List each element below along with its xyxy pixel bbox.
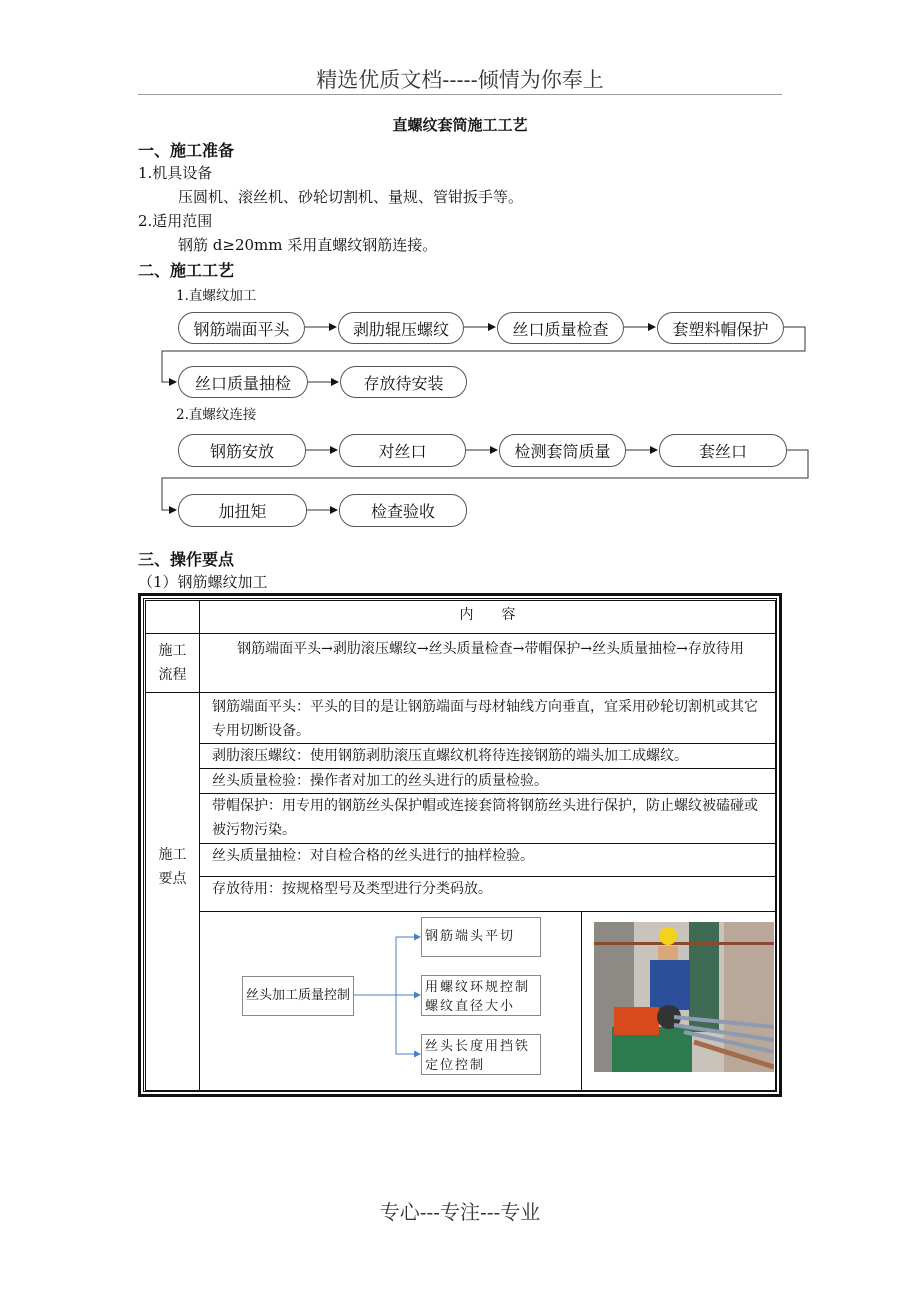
section-3-sub: （1）钢筋螺纹加工 <box>138 573 268 591</box>
point-1: 钢筋端面平头：平头的目的是让钢筋端面与母材轴线方向垂直，宜采用砂轮切割机或其它专用切断设备。 <box>199 692 776 744</box>
section-3-heading: 三、操作要点 <box>138 550 235 569</box>
flow2-step-1: 钢筋安放 <box>178 434 306 467</box>
item-2-text: 钢筋 d≥20mm 采用直螺纹钢筋连接。 <box>178 236 438 254</box>
row-points-label: 施工要点 <box>145 692 200 1091</box>
point-2: 剥肋滚压螺纹：使用钢筋剥肋滚压直螺纹机将待连接钢筋的端头加工成螺纹。 <box>199 743 776 769</box>
section-2-heading: 二、施工工艺 <box>138 261 235 280</box>
item-1: 1.机具设备 <box>138 164 213 182</box>
row-flow-label: 施工流程 <box>145 633 200 693</box>
page-footer: 专心---专注---专业 <box>379 1200 541 1224</box>
flow1-step-4: 套塑料帽保护 <box>657 312 784 344</box>
flow2-step-4: 套丝口 <box>659 434 787 467</box>
point-3: 丝头质量检验：操作者对加工的丝头进行的质量检验。 <box>199 768 776 794</box>
item-1-text: 压圆机、滚丝机、砂轮切割机、量规、管钳扳手等。 <box>178 188 524 206</box>
point-6: 存放待用：按规格型号及类型进行分类码放。 <box>199 876 776 912</box>
flow1-step-6: 存放待安装 <box>340 366 467 398</box>
flow2-step-3: 检测套筒质量 <box>499 434 626 467</box>
diagram-child-1: 钢筋端头平切 <box>421 917 541 957</box>
diagram-child-2: 用螺纹环规控制螺纹直径大小 <box>421 975 541 1016</box>
section-1-heading: 一、施工准备 <box>138 141 235 160</box>
diagram-child-3: 丝头长度用挡铁定位控制 <box>421 1034 541 1075</box>
header-content-cell: 内 容 <box>199 600 776 634</box>
diagram-root: 丝头加工质量控制 <box>242 976 354 1016</box>
flow2-step-2: 对丝口 <box>339 434 466 467</box>
flow-2-label: 2.直螺纹连接 <box>176 407 257 423</box>
point-4: 带帽保护：用专用的钢筋丝头保护帽或连接套筒将钢筋丝头进行保护，防止螺纹被磕碰或被污物污染。 <box>199 793 776 844</box>
flow1-step-5: 丝口质量抽检 <box>178 366 308 398</box>
row-flow-text: 钢筋端面平头→剥肋滚压螺纹→丝头质量检查→带帽保护→丝头质量抽检→存放待用 <box>199 633 776 693</box>
flow1-step-3: 丝口质量检查 <box>497 312 624 344</box>
worker-machine-photo <box>594 922 774 1072</box>
flow-1-label: 1.直螺纹加工 <box>176 288 257 304</box>
flow1-step-2: 剥肋辊压螺纹 <box>338 312 464 344</box>
page-header: 精选优质文档-----倾情为你奉上 <box>316 68 604 92</box>
flow2-step-6: 检查验收 <box>339 494 467 527</box>
flow1-step-1: 钢筋端面平头 <box>178 312 305 344</box>
point-5: 丝头质量抽检：对自检合格的丝头进行的抽样检验。 <box>199 843 776 877</box>
doc-title: 直螺纹套筒施工工艺 <box>392 116 528 134</box>
item-2: 2.适用范围 <box>138 212 213 230</box>
flow2-step-5: 加扭矩 <box>178 494 307 527</box>
